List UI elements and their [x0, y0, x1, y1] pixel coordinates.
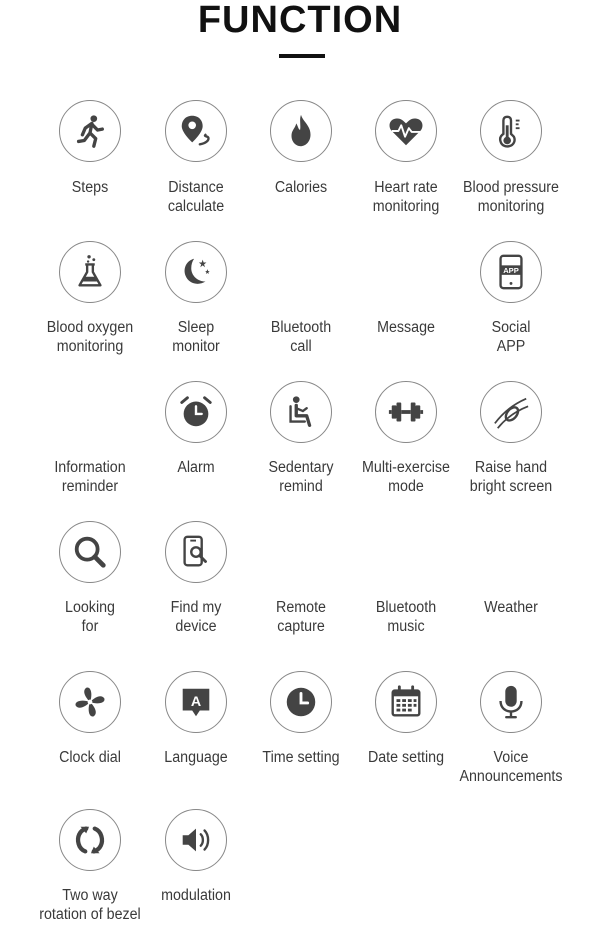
- feature-label: modulation: [161, 887, 231, 904]
- feature-label: Sleep monitor: [172, 319, 220, 355]
- svg-text:APP: APP: [503, 265, 519, 275]
- heart-pulse-icon: [375, 100, 437, 162]
- feature-label: Weather: [484, 599, 538, 616]
- feature-label: Blood oxygen monitoring: [46, 319, 134, 355]
- feature-label: Multi-exercise mode: [362, 459, 450, 495]
- wrist-band-icon: [480, 381, 542, 443]
- feature-info: [30, 381, 150, 498]
- feature-label: Remote capture: [276, 599, 326, 635]
- title-underline: [279, 54, 325, 58]
- search-icon: [59, 521, 121, 583]
- feature-bezel: [30, 809, 150, 926]
- thermometer-icon: [480, 100, 542, 162]
- feature-voice: [451, 671, 571, 788]
- feature-btmusic: [346, 521, 466, 638]
- feature-label: Distance calculate: [167, 179, 225, 215]
- microphone-icon: [480, 671, 542, 733]
- feature-label: Voice Announcements: [459, 749, 563, 785]
- feature-label: Find my device: [170, 599, 222, 635]
- feature-label: Two way rotation of bezel: [39, 887, 141, 923]
- feature-label: Date setting: [367, 749, 445, 766]
- feature-label: Alarm: [177, 459, 215, 476]
- feature-label: Information reminder: [54, 459, 126, 495]
- svg-text:A: A: [190, 693, 202, 710]
- feature-time: [241, 671, 361, 788]
- feature-label: Message: [377, 319, 435, 336]
- calendar-icon: [375, 671, 437, 733]
- feature-language: [136, 671, 256, 788]
- page-title: FUNCTION: [197, 0, 403, 41]
- feature-clockdial: [30, 671, 150, 788]
- feature-bp: [451, 100, 571, 218]
- feature-label: Bluetooth music: [375, 599, 437, 635]
- moon-stars-icon: [165, 241, 227, 303]
- feature-distance: [136, 100, 256, 218]
- feature-label: Steps: [71, 179, 109, 196]
- feature-modulation: [136, 809, 256, 926]
- dumbbell-icon: [375, 381, 437, 443]
- feature-social: [451, 241, 571, 358]
- flask-icon: [59, 241, 121, 303]
- seated-person-icon: [270, 381, 332, 443]
- fan-icon: [59, 671, 121, 733]
- clock-icon: [270, 671, 332, 733]
- feature-label: Social APP: [491, 319, 531, 355]
- rotate-arrows-icon: [59, 809, 121, 871]
- feature-label: Clock dial: [59, 749, 121, 766]
- feature-label: Looking for: [65, 599, 115, 635]
- feature-label: Heart rate monitoring: [372, 179, 440, 215]
- speaker-icon: [165, 809, 227, 871]
- alarm-clock-icon: [165, 381, 227, 443]
- feature-label: Calories: [274, 179, 328, 196]
- feature-label: Time setting: [262, 749, 340, 766]
- location-pin-icon: [165, 100, 227, 162]
- language-icon: [165, 671, 227, 733]
- feature-weather: [451, 521, 571, 638]
- feature-label: Blood pressure monitoring: [463, 179, 559, 215]
- feature-raise: [451, 381, 571, 498]
- flame-icon: [270, 100, 332, 162]
- phone-app-icon: [480, 241, 542, 303]
- running-person-icon: [59, 100, 121, 162]
- feature-label: Raise hand bright screen: [469, 459, 553, 495]
- feature-label: Sedentary remind: [268, 459, 334, 495]
- feature-label: Language: [164, 749, 228, 766]
- feature-label: Bluetooth call: [270, 319, 332, 355]
- feature-btcall: [241, 241, 361, 358]
- phone-search-icon: [165, 521, 227, 583]
